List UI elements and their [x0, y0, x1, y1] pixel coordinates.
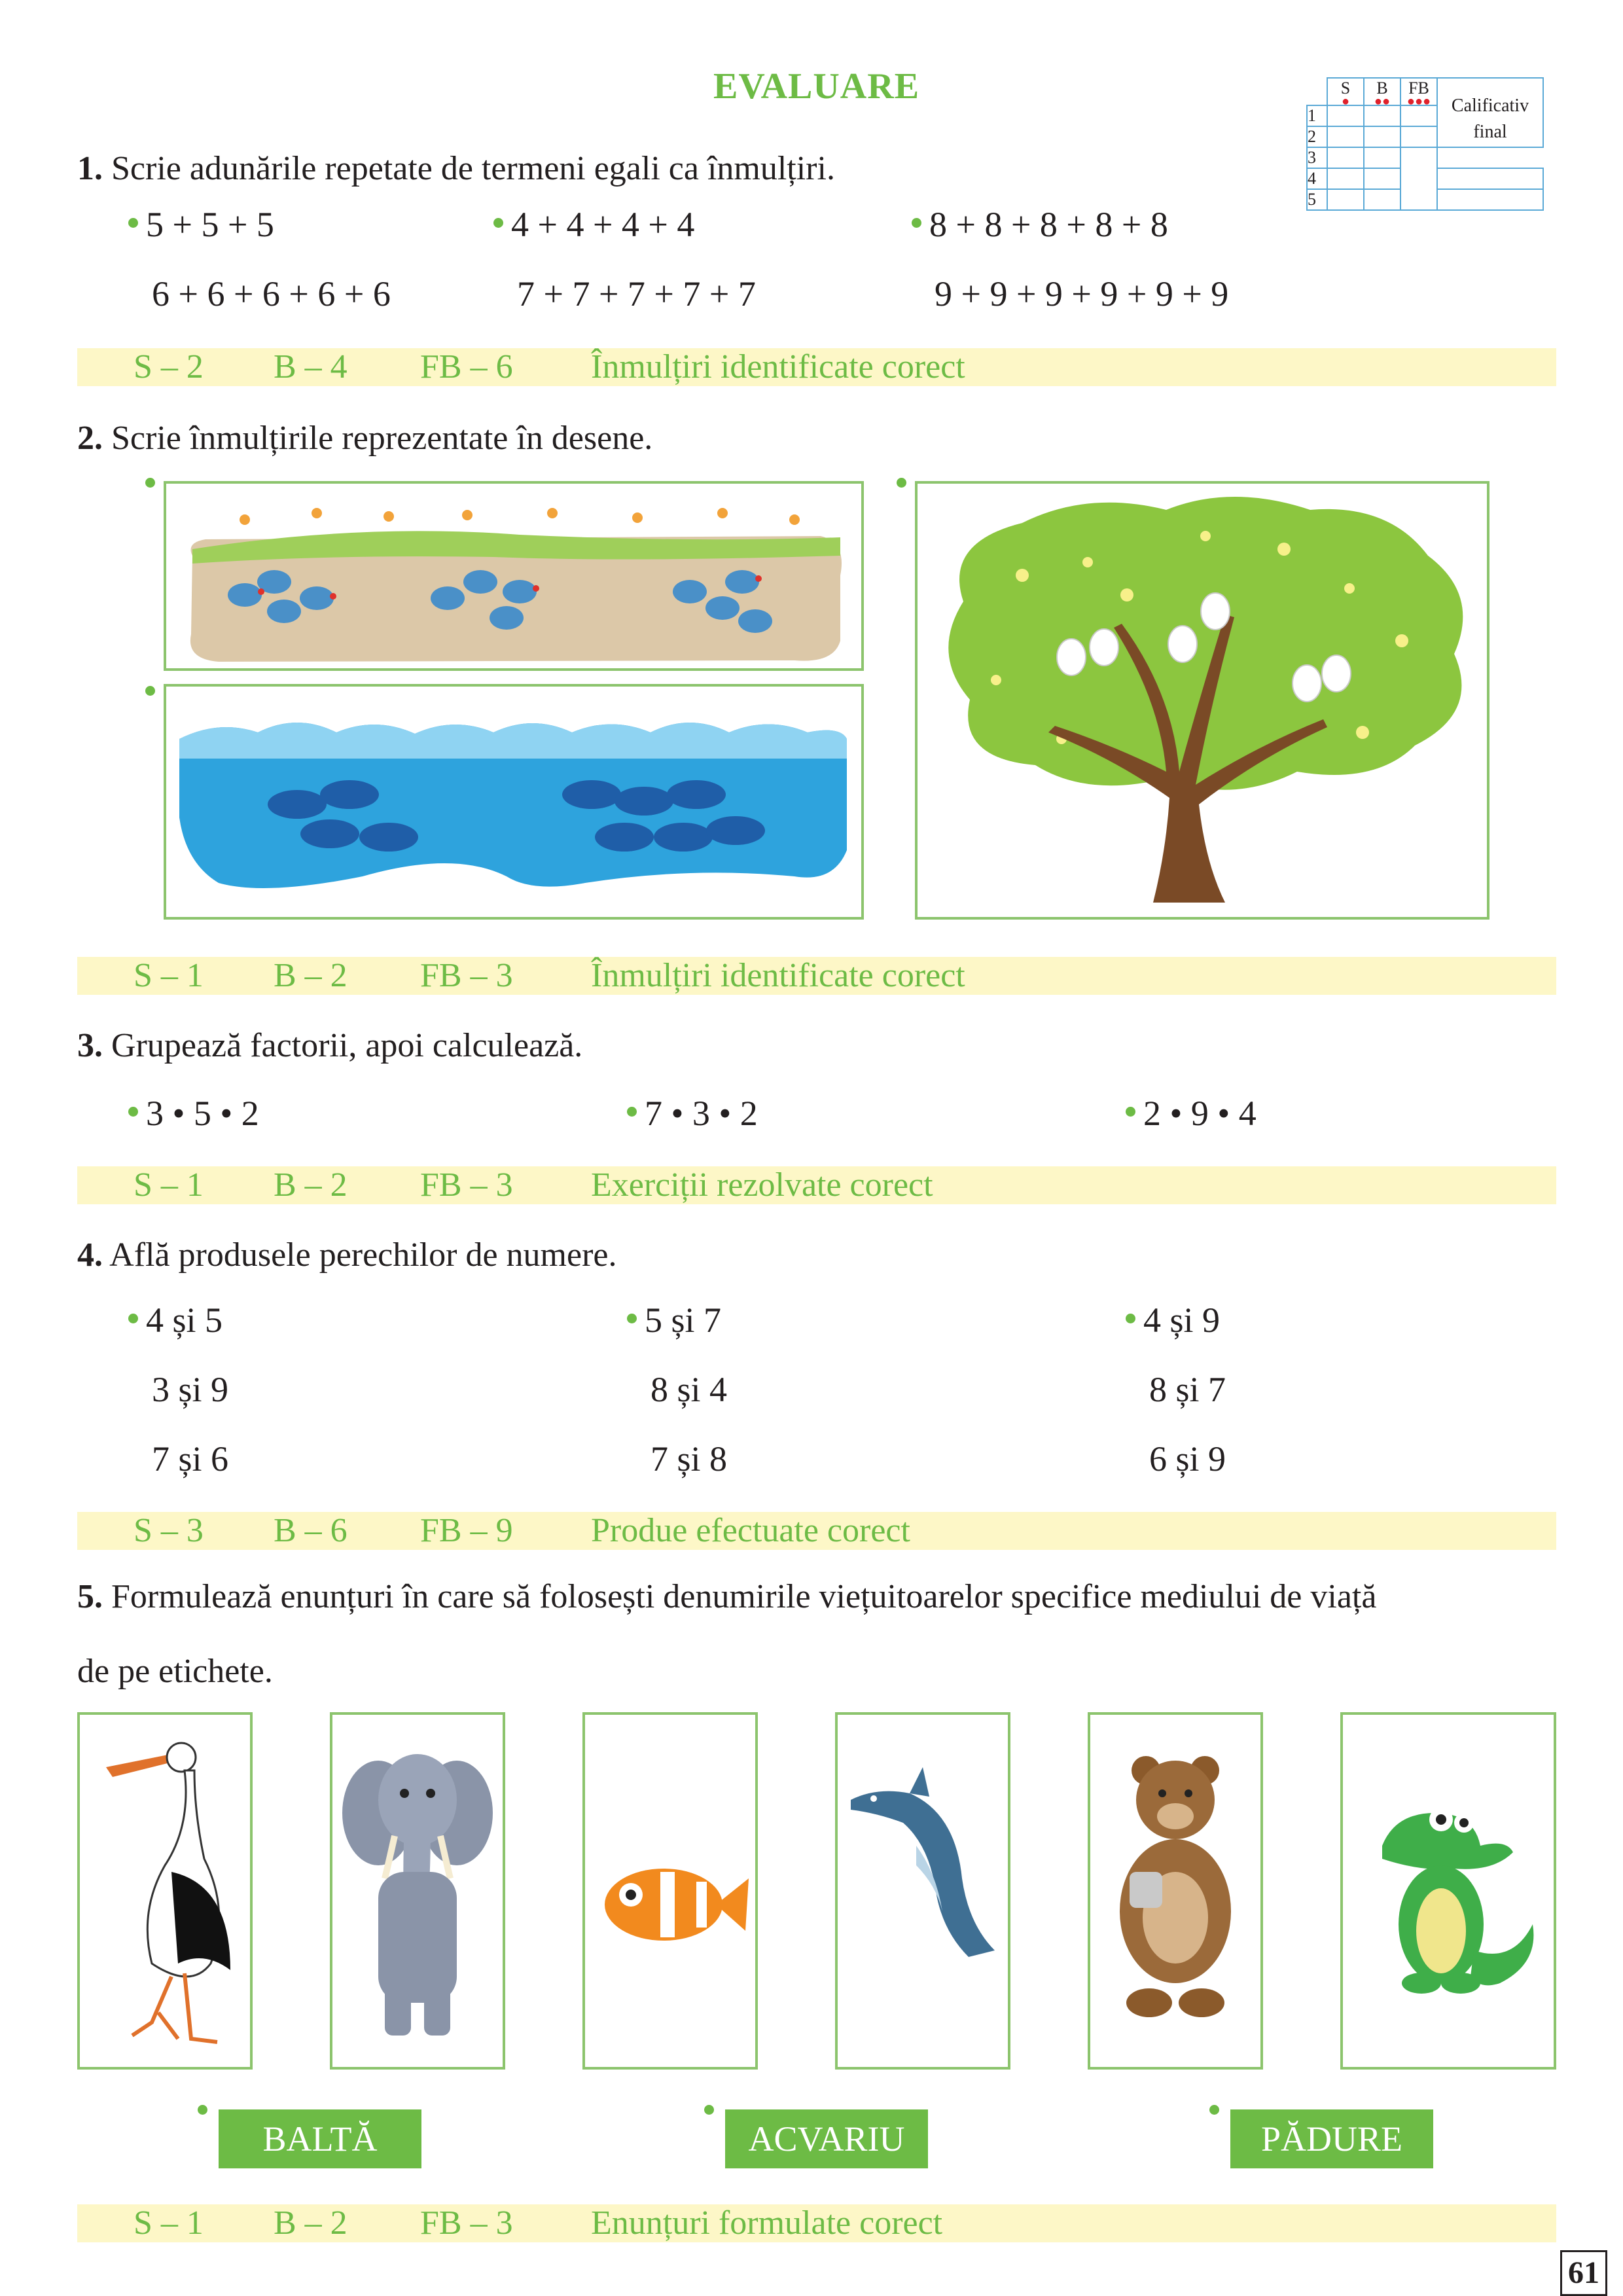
task4-item-9: 6 și 9	[1149, 1439, 1226, 1479]
task2-instruction: 2. Scrie înmulțirile reprezentate în desene.	[77, 420, 653, 457]
task3-item-3: 2 • 9 • 4	[1126, 1093, 1257, 1134]
task1-item-4: 6 + 6 + 6 + 6 + 6	[152, 274, 391, 314]
qualifier-row-4: 4	[1307, 168, 1327, 189]
task4-item-2: 5 și 7	[627, 1300, 721, 1340]
task4-item-6: 8 și 7	[1149, 1370, 1226, 1409]
qualifier-row-1: 1	[1307, 105, 1327, 126]
qualifier-row-5: 5	[1307, 189, 1327, 210]
task4-item-7: 7 și 6	[152, 1439, 229, 1479]
tree-with-doves-icon	[918, 484, 1487, 917]
clownfish-icon	[585, 1715, 755, 2067]
page-number: 61	[1560, 2250, 1607, 2296]
birds-picture	[164, 481, 864, 671]
bullet	[897, 478, 906, 488]
qualifier-table	[1306, 77, 1544, 211]
task3-item-2: 7 • 3 • 2	[627, 1093, 758, 1134]
qualifier-col-s: S ●	[1327, 78, 1364, 105]
task4-item-8: 7 și 8	[651, 1439, 728, 1479]
qualifier-row-2: 2	[1307, 126, 1327, 147]
task1-item-6: 9 + 9 + 9 + 9 + 9 + 9	[935, 274, 1229, 314]
dolphin-icon	[838, 1715, 1008, 2067]
task1-score-band: S – 2 B – 4 FB – 6 Înmulțiri identificate corect	[77, 348, 1556, 386]
task3-instruction: 3. Grupează factorii, apoi calculează.	[77, 1027, 583, 1064]
bullet	[145, 478, 155, 488]
animal-card-stork	[77, 1712, 253, 2070]
task1-item-1: 5 + 5 + 5	[128, 204, 274, 245]
tree-picture	[915, 481, 1489, 920]
task4-item-4: 3 și 9	[152, 1370, 229, 1409]
fish-icon	[166, 687, 861, 917]
bear-icon	[1090, 1715, 1260, 2067]
label-balta: BALTĂ	[219, 2109, 421, 2168]
task1-item-5: 7 + 7 + 7 + 7 + 7	[517, 274, 756, 314]
task5-instruction-line2: de pe etichete.	[77, 1653, 273, 1690]
stork-icon	[80, 1715, 250, 2067]
label-padure: PĂDURE	[1230, 2109, 1433, 2168]
task4-item-1: 4 și 5	[128, 1300, 223, 1340]
animal-card-clownfish	[582, 1712, 758, 2070]
task3-item-1: 3 • 5 • 2	[128, 1093, 259, 1134]
label-acvariu: ACVARIU	[725, 2109, 928, 2168]
task3-score-band: S – 1 B – 2 FB – 3 Exerciții rezolvate corect	[77, 1166, 1556, 1204]
qualifier-row-3: 3	[1307, 147, 1327, 168]
task1-item-3: 8 + 8 + 8 + 8 + 8	[912, 204, 1168, 245]
birds-icon	[166, 484, 861, 668]
fish-picture	[164, 684, 864, 920]
crocodile-icon	[1343, 1715, 1554, 2067]
qualifier-col-b: B ●●	[1364, 78, 1400, 105]
task5-instruction: 5. Formulează enunțuri în care să folosești denumirile viețuitoarelor specifice mediului de viață	[77, 1578, 1377, 1615]
animal-card-bear	[1088, 1712, 1263, 2070]
animal-card-dolphin	[835, 1712, 1010, 2070]
task5-score-band: S – 1 B – 2 FB – 3 Enunțuri formulate corect	[77, 2204, 1556, 2242]
task2-score-band: S – 1 B – 2 FB – 3 Înmulțiri identificate corect	[77, 957, 1556, 995]
task4-score-band: S – 3 B – 6 FB – 9 Produe efectuate corect	[77, 1512, 1556, 1550]
qualifier-col-fb: FB ●●●	[1400, 78, 1437, 105]
page-title: EVALUARE	[713, 66, 920, 107]
bullet	[145, 686, 155, 696]
task1-instruction: 1. Scrie adunările repetate de termeni egali ca înmulțiri.	[77, 150, 835, 187]
elephant-icon	[332, 1715, 503, 2067]
bullet	[1209, 2105, 1219, 2115]
animal-card-crocodile	[1340, 1712, 1556, 2070]
qualifier-final-label: Calificativ final	[1437, 78, 1543, 147]
task4-instruction: 4. Află produsele perechilor de numere.	[77, 1236, 617, 1274]
task4-item-5: 8 și 4	[651, 1370, 728, 1409]
animal-card-elephant	[330, 1712, 505, 2070]
task1-item-2: 4 + 4 + 4 + 4	[493, 204, 694, 245]
bullet	[704, 2105, 714, 2115]
task4-item-3: 4 și 9	[1126, 1300, 1220, 1340]
bullet	[198, 2105, 207, 2115]
